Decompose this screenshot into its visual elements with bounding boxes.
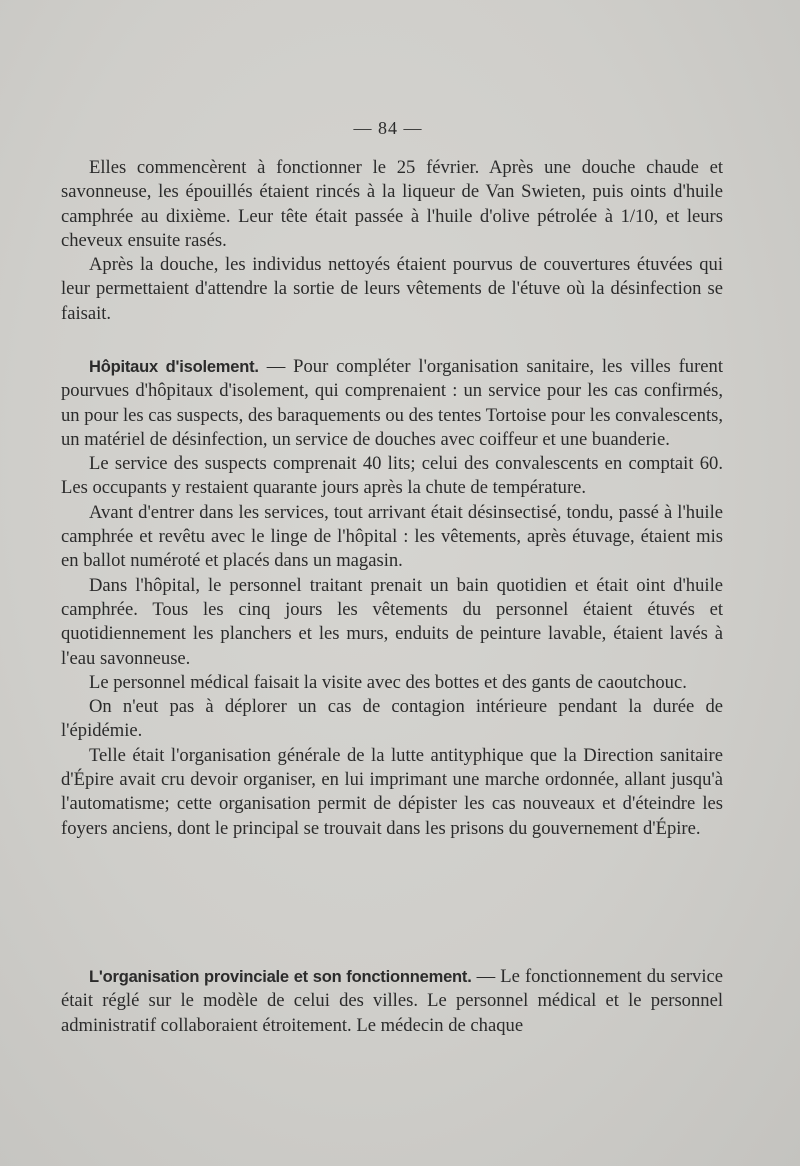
section-hopitaux-isolement [61, 355, 723, 841]
page-number: — 84 — [353, 118, 423, 138]
paragraph-personnel-traitant: Dans l'hôpital, le personnel traitant prenait un bain quotidien et était oint d'huile camphrée. Tous les cinq jours les vêtements du personnel étaient étuvés et quotidiennement les planchers et les murs, enduits de peinture lavable, étaient lavés à l'eau savonneuse. [61, 574, 723, 669]
paragraph-organisation-generale: Telle était l'organisation générale de la lutte antityphique que la Direction sanitaire d'Épire avait cru devoir organiser, en lui imprimant une marche ordonnée, allant jusqu'à l'automatisme; cette organisation permit de dépister les cas nouveaux et d'éteindre les foyers anciens, dont le principal se trouvait dans les prisons du gouvernement d'Épire. [61, 744, 723, 839]
paragraph-isolement-lead [61, 355, 723, 452]
provinciale-lead-text: — Le fonctionnement du service était réglé sur le modèle de celui des villes. Le personnel médical et le personnel administratif collaboraient étroitement. Le médecin de chaque [61, 966, 723, 1036]
paragraph-provinciale-lead [61, 965, 723, 1038]
paragraph-douche: Elles commencèrent à fonctionner le 25 février. Après une douche chaude et savonneuse, les épouillés étaient rincés à la liqueur de Van Swieten, puis oints d'huile camphrée au dixième. Leur tête était passée à l'huile d'olive pétrolée à 1/10, et leurs cheveux ensuite rasés. [61, 157, 723, 251]
section-heading-provinciale: L'organisation provinciale et son fonctionnement. [89, 968, 472, 986]
paragraph-apres-douche: Après la douche, les individus nettoyés étaient pourvus de couvertures étuvées qui leur permettaient d'attendre la sortie de leurs vêtements de l'étuve où la désinfection se faisait. [61, 254, 723, 324]
paragraph-arrivant: Avant d'entrer dans les services, tout arrivant était désinsectisé, tondu, passé à l'huile camphrée et revêtu avec le linge de l'hôpital : les vêtements, après étuvage, étaient mis en ballot numéroté et placés dans un magasin. [61, 501, 723, 572]
paragraph-personnel-medical: Le personnel médical faisait la visite avec des bottes et des gants de caoutchouc. [89, 671, 687, 693]
isolement-lead-text: — Pour compléter l'organisation sanitaire, les villes furent pourvues d'hôpitaux d'isolement, qui comprenaient : un service pour les cas confirmés, un pour les cas suspects, des baraquements ou des tentes Tortoise pour les convalescents, un matériel de désinfection, un service de douches avec coiffeur et une buanderie. [61, 356, 723, 450]
paragraph-contagion: On n'eut pas à déplorer un cas de contagion intérieure pendant la durée de l'épidémie. [61, 696, 723, 742]
paragraph-suspects: Le service des suspects comprenait 40 lits; celui des convalescents en comptait 60. Les occupants y restaient quarante jours après la chute de température. [61, 453, 723, 499]
intro-section [61, 156, 723, 326]
section-organisation-provinciale [61, 965, 723, 1038]
section-heading-hopitaux: Hôpitaux d'isolement. [89, 358, 259, 376]
